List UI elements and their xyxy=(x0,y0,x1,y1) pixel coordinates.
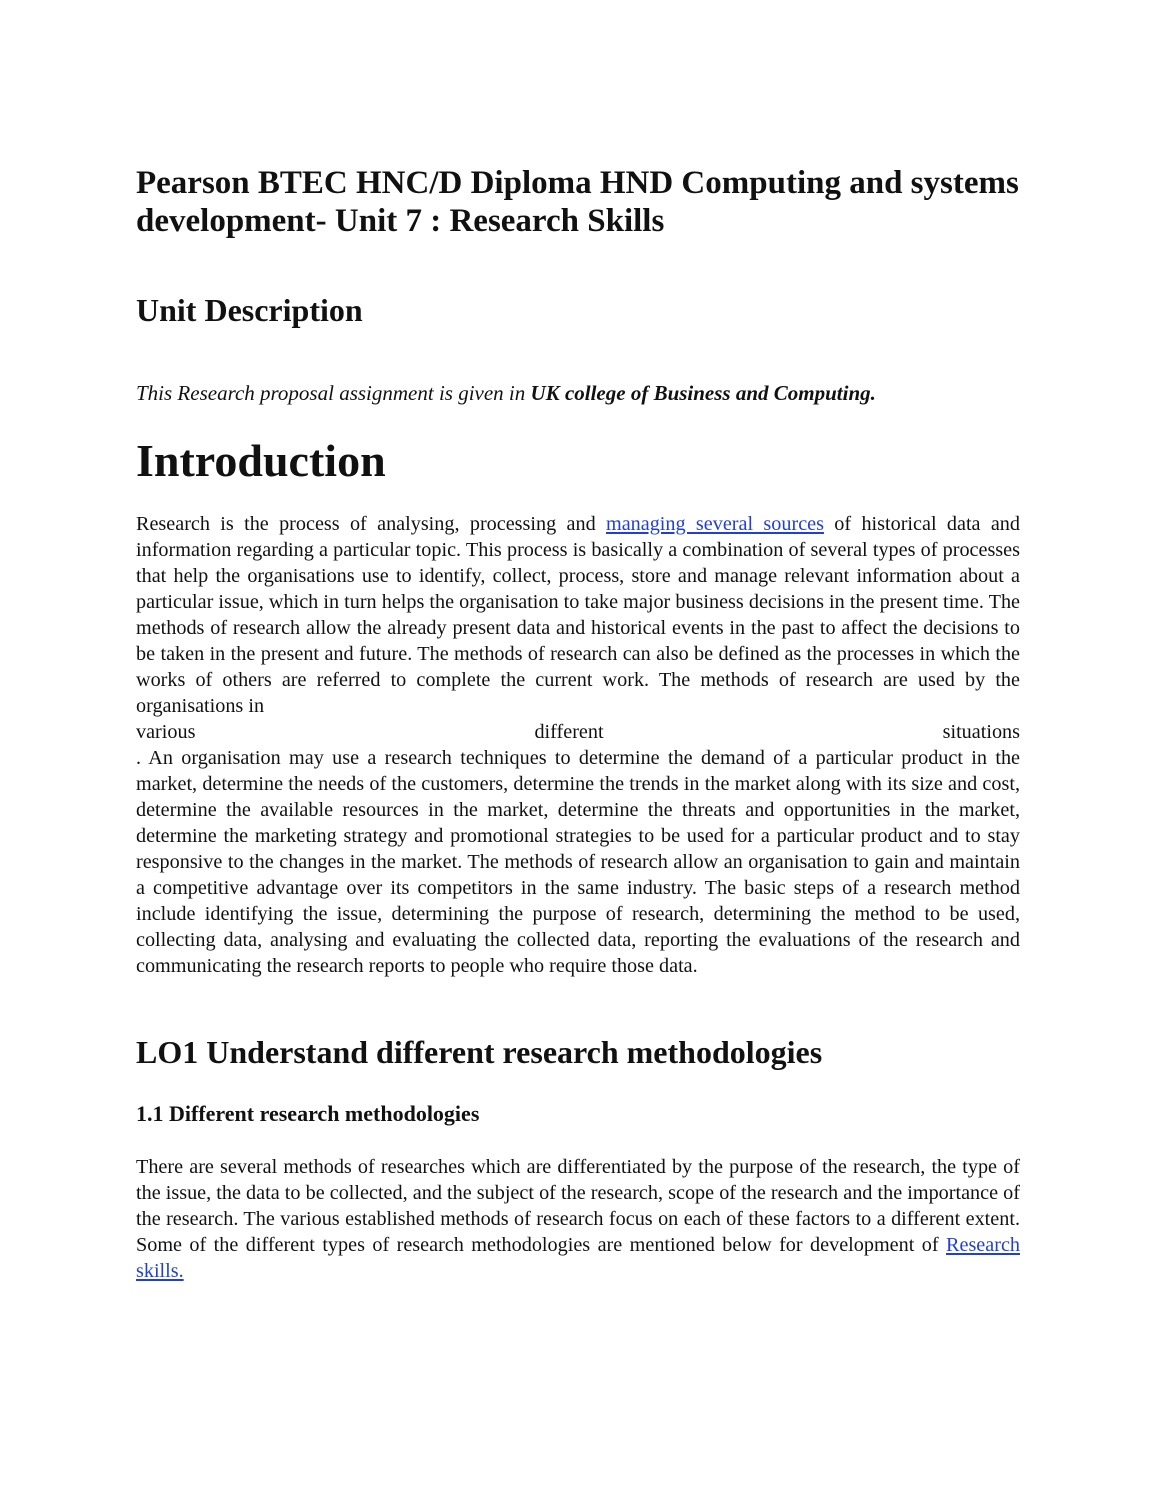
section-1-1-heading: 1.1 Different research methodologies xyxy=(136,1101,480,1126)
intro-spread-line xyxy=(136,719,1020,745)
intro-text-start: Research is the process of analysing, processing and xyxy=(136,513,606,535)
intro-text-part3: . An organisation may use a research techniques to determine the demand of a particular product in the market, determine the needs of the customers, determine the trends in the market along with its size and cost, determine the available resources in the market, determine the threats and opportunities in the market, determine the marketing strategy and promotional strategies to be used for a particular product and to stay responsive to the changes in the market. The methods of research allow an organisation to gain and maintain a competitive advantage over its competitors in the same industry. The basic steps of a research method include identifying the issue, determining the purpose of research, determining the method to be used, collecting data, analysing and evaluating the collected data, reporting the evaluations of the research and communicating the research reports to people who require those data. xyxy=(136,747,1020,977)
document-title: Pearson BTEC HNC/D Diploma HND Computing and systems development- Unit 7 : Research Skills xyxy=(136,165,1019,239)
lo1-heading: LO1 Understand different research methodologies xyxy=(136,1034,823,1070)
assignment-source-text xyxy=(136,380,876,406)
intro-text-middle: of historical data and information regarding a particular topic. This process is basically a combination of several types of processes that help the organisations use to identify, collect, process, store and manage relevant information about a particular issue, which in turn helps the organisation to take major business decisions in the present time. The methods of research allow the already present data and historical events in the past to affect the decisions to be taken in the present and future. The methods of research can also be defined as the processes in which the works of others are referred to complete the current work. The methods of research are used by the organisations in xyxy=(136,513,1020,717)
methodologies-text xyxy=(136,1154,1020,1284)
methodologies-body: There are several methods of researches which are differentiated by the purpose of the research, the type of the issue, the data to be collected, and the subject of the research, scope of the research and the importance of the research. The various established methods of research focus on each of these factors to a different extent. Some of the different types of research methodologies are mentioned below for development of xyxy=(136,1156,1020,1256)
assignment-source-prefix: This Research proposal assignment is given in xyxy=(136,381,531,405)
introduction-paragraph xyxy=(136,511,1020,979)
methodologies-paragraph xyxy=(136,1154,1020,1284)
intro-text-part1 xyxy=(136,511,1020,719)
spread-word-various: various xyxy=(136,721,196,743)
college-name: UK college of Business and Computing. xyxy=(530,381,876,405)
research-skills-link[interactable]: Research skills. xyxy=(136,1234,1020,1282)
unit-description-heading: Unit Description xyxy=(136,292,363,328)
spread-word-situations: situations xyxy=(942,721,1020,743)
managing-sources-link[interactable]: managing several sources xyxy=(606,513,824,535)
introduction-heading: Introduction xyxy=(136,435,386,486)
spread-word-different: different xyxy=(534,721,604,743)
